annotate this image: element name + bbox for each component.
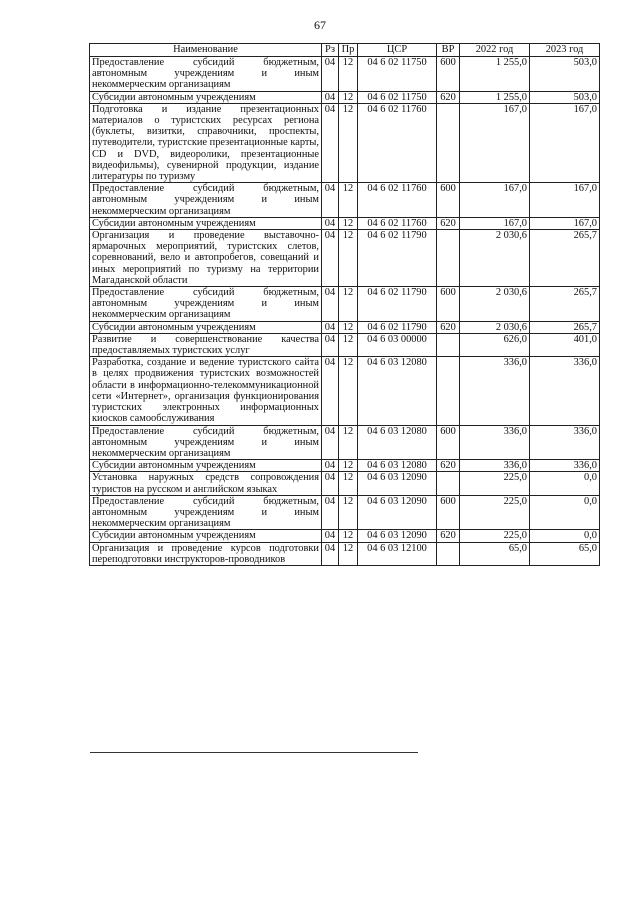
row-pr: 12	[339, 542, 358, 565]
row-rz: 04	[322, 495, 339, 530]
footer-divider	[90, 752, 418, 753]
table-row	[90, 425, 600, 460]
row-rz: 04	[322, 460, 339, 472]
table-row	[90, 460, 600, 472]
table-row	[90, 495, 600, 530]
row-2022: 167,0	[460, 217, 530, 229]
row-name: Субсидии автономным учреждениям	[90, 91, 322, 103]
row-pr: 12	[339, 495, 358, 530]
row-2022: 336,0	[460, 425, 530, 460]
row-2023: 0,0	[530, 530, 600, 542]
row-csr: 04 6 03 12100	[358, 542, 437, 565]
row-vr: 600	[437, 183, 460, 218]
header-2023: 2023 год	[530, 44, 600, 57]
table-row	[90, 287, 600, 322]
table-row	[90, 103, 600, 182]
row-name: Предоставление субсидий бюджетным, автономным учреждениям и иным некоммерческим организациям	[90, 495, 322, 530]
row-2023: 167,0	[530, 217, 600, 229]
row-vr: 620	[437, 460, 460, 472]
row-name: Субсидии автономным учреждениям	[90, 217, 322, 229]
row-2023: 336,0	[530, 460, 600, 472]
table-row	[90, 57, 600, 92]
row-csr: 04 6 03 12080	[358, 357, 437, 425]
row-name: Разработка, создание и ведение туристского сайта в целях продвижения туристских возможностей области в информационно-телекоммуникационной сети «Интернет», организация функционирования туристских электронных информационных киосков самообслуживания	[90, 357, 322, 425]
table-row	[90, 321, 600, 333]
row-rz: 04	[322, 287, 339, 322]
row-name: Субсидии автономным учреждениям	[90, 530, 322, 542]
row-vr	[437, 542, 460, 565]
row-rz: 04	[322, 530, 339, 542]
row-2022: 225,0	[460, 495, 530, 530]
row-csr: 04 6 02 11790	[358, 230, 437, 287]
row-2022: 1 255,0	[460, 57, 530, 92]
table-row	[90, 542, 600, 565]
row-pr: 12	[339, 183, 358, 218]
row-pr: 12	[339, 103, 358, 182]
header-2022: 2022 год	[460, 44, 530, 57]
row-2022: 225,0	[460, 472, 530, 495]
row-2022: 167,0	[460, 103, 530, 182]
row-vr: 600	[437, 57, 460, 92]
row-2023: 167,0	[530, 103, 600, 182]
row-rz: 04	[322, 321, 339, 333]
row-pr: 12	[339, 217, 358, 229]
row-rz: 04	[322, 333, 339, 356]
row-name: Субсидии автономным учреждениям	[90, 460, 322, 472]
row-2022: 2 030,6	[460, 230, 530, 287]
row-csr: 04 6 02 11750	[358, 57, 437, 92]
row-pr: 12	[339, 357, 358, 425]
row-rz: 04	[322, 183, 339, 218]
table-row	[90, 333, 600, 356]
row-2022: 167,0	[460, 183, 530, 218]
row-rz: 04	[322, 542, 339, 565]
row-csr: 04 6 03 12080	[358, 425, 437, 460]
row-rz: 04	[322, 57, 339, 92]
row-name: Субсидии автономным учреждениям	[90, 321, 322, 333]
row-name: Организация и проведение курсов подготовки переподготовки инструкторов-проводников	[90, 542, 322, 565]
row-pr: 12	[339, 333, 358, 356]
row-vr: 620	[437, 530, 460, 542]
row-csr: 04 6 03 12090	[358, 495, 437, 530]
table-row	[90, 217, 600, 229]
row-vr: 620	[437, 91, 460, 103]
row-2023: 265,7	[530, 287, 600, 322]
row-2023: 167,0	[530, 183, 600, 218]
row-csr: 04 6 02 11790	[358, 321, 437, 333]
row-name: Развитие и совершенствование качества предоставляемых туристских услуг	[90, 333, 322, 356]
row-name: Установка наружных средств сопровождения туристов на русском и английском языках	[90, 472, 322, 495]
row-vr: 620	[437, 321, 460, 333]
row-pr: 12	[339, 425, 358, 460]
row-csr: 04 6 03 12090	[358, 530, 437, 542]
row-2023: 0,0	[530, 495, 600, 530]
row-2023: 503,0	[530, 57, 600, 92]
row-2023: 503,0	[530, 91, 600, 103]
table-row	[90, 530, 600, 542]
row-vr: 600	[437, 495, 460, 530]
row-vr	[437, 357, 460, 425]
row-rz: 04	[322, 230, 339, 287]
row-csr: 04 6 02 11760	[358, 103, 437, 182]
row-vr	[437, 333, 460, 356]
row-name: Подготовка и издание презентационных материалов о туристских ресурсах региона (буклеты, визитки, справочники, проспекты, путеводители, туристские презентационные карты, CD и DVD, видеоролики, презентационные видеофильмы), сувенирной продукции, издание литературы по туризму	[90, 103, 322, 182]
row-vr	[437, 103, 460, 182]
row-name: Предоставление субсидий бюджетным, автономным учреждениям и иным некоммерческим организациям	[90, 57, 322, 92]
header-vr: ВР	[437, 44, 460, 57]
row-pr: 12	[339, 230, 358, 287]
row-rz: 04	[322, 425, 339, 460]
row-2022: 336,0	[460, 357, 530, 425]
row-pr: 12	[339, 57, 358, 92]
row-2023: 65,0	[530, 542, 600, 565]
row-csr: 04 6 02 11760	[358, 217, 437, 229]
row-pr: 12	[339, 321, 358, 333]
table-row	[90, 230, 600, 287]
row-2022: 626,0	[460, 333, 530, 356]
row-rz: 04	[322, 217, 339, 229]
row-pr: 12	[339, 530, 358, 542]
row-2022: 2 030,6	[460, 321, 530, 333]
row-2023: 401,0	[530, 333, 600, 356]
page-number: 67	[314, 18, 326, 32]
row-pr: 12	[339, 460, 358, 472]
row-rz: 04	[322, 472, 339, 495]
row-csr: 04 6 03 12080	[358, 460, 437, 472]
row-name: Предоставление субсидий бюджетным, автономным учреждениям и иным некоммерческим организациям	[90, 287, 322, 322]
row-vr: 600	[437, 287, 460, 322]
row-2023: 0,0	[530, 472, 600, 495]
row-vr	[437, 230, 460, 287]
row-rz: 04	[322, 91, 339, 103]
row-2022: 2 030,6	[460, 287, 530, 322]
row-csr: 04 6 03 00000	[358, 333, 437, 356]
table-row	[90, 183, 600, 218]
row-name: Предоставление субсидий бюджетным, автономным учреждениям и иным некоммерческим организациям	[90, 425, 322, 460]
row-vr: 620	[437, 217, 460, 229]
row-vr	[437, 472, 460, 495]
row-rz: 04	[322, 103, 339, 182]
row-2022: 65,0	[460, 542, 530, 565]
header-rz: Рз	[322, 44, 339, 57]
row-name: Организация и проведение выставочно-ярмарочных мероприятий, туристских слетов, соревнований, вело и автопробегов, совещаний и иных мероприятий по туризму на территории Магаданской области	[90, 230, 322, 287]
row-2023: 265,7	[530, 230, 600, 287]
row-name: Предоставление субсидий бюджетным, автономным учреждениям и иным некоммерческим организациям	[90, 183, 322, 218]
table-row	[90, 357, 600, 425]
table-row	[90, 472, 600, 495]
row-csr: 04 6 03 12090	[358, 472, 437, 495]
header-csr: ЦСР	[358, 44, 437, 57]
row-vr: 600	[437, 425, 460, 460]
row-pr: 12	[339, 91, 358, 103]
header-pr: Пр	[339, 44, 358, 57]
row-2022: 225,0	[460, 530, 530, 542]
budget-table	[89, 43, 600, 566]
header-name: Наименование	[90, 44, 322, 57]
row-2022: 1 255,0	[460, 91, 530, 103]
table-body	[90, 57, 600, 566]
row-csr: 04 6 02 11750	[358, 91, 437, 103]
row-2023: 265,7	[530, 321, 600, 333]
row-2022: 336,0	[460, 460, 530, 472]
row-csr: 04 6 02 11760	[358, 183, 437, 218]
table-row	[90, 91, 600, 103]
row-pr: 12	[339, 472, 358, 495]
table-header-row	[90, 44, 600, 57]
row-2023: 336,0	[530, 425, 600, 460]
row-2023: 336,0	[530, 357, 600, 425]
row-csr: 04 6 02 11790	[358, 287, 437, 322]
row-rz: 04	[322, 357, 339, 425]
row-pr: 12	[339, 287, 358, 322]
